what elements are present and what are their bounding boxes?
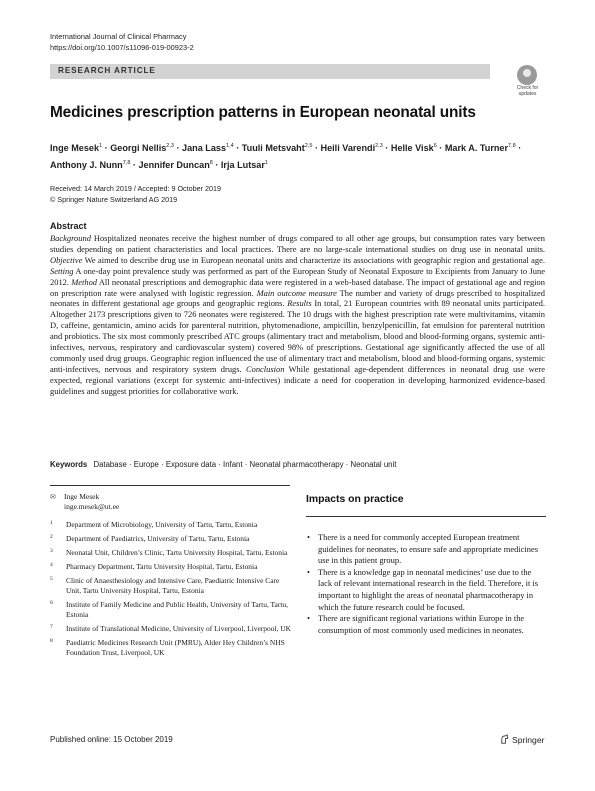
publisher-name: Springer — [512, 735, 545, 745]
author-name: Jana Lass — [182, 143, 227, 154]
author-affiliation-ref: 6 — [433, 143, 437, 149]
author-name: Anthony J. Nunn — [50, 160, 123, 171]
corresponding-author: Inge Mesek — [64, 492, 100, 501]
affiliation-item — [50, 534, 295, 544]
journal-header — [50, 31, 194, 53]
article-dates — [50, 183, 221, 205]
author-separator: · — [436, 143, 445, 154]
doi-link[interactable]: https://doi.org/10.1007/s11096-019-00923-2 — [50, 43, 194, 52]
abstract-section-label: Background — [50, 233, 91, 243]
keywords — [50, 460, 396, 469]
affiliation-text: Institute of Family Medicine and Public Health, University of Tartu, Tartu, Estonia — [66, 600, 288, 619]
envelope-icon: ✉ — [50, 494, 56, 501]
author[interactable] — [242, 143, 313, 153]
bookmark-icon — [517, 65, 537, 85]
affiliation-number: 1 — [50, 520, 53, 526]
impact-item — [306, 532, 546, 567]
affiliation-number: 8 — [50, 638, 53, 644]
badge-line-2: updates — [518, 90, 537, 97]
author-name: Helle Visk — [390, 143, 434, 154]
abstract-heading: Abstract — [50, 221, 87, 231]
author-name: Jennifer Duncan — [138, 160, 210, 171]
author-affiliation-ref: 1 — [99, 143, 103, 149]
author[interactable] — [110, 143, 174, 153]
author-affiliation-ref: 2,5 — [304, 143, 313, 149]
author-affiliation-ref: 2,3 — [166, 143, 174, 149]
corresponding-email[interactable]: inge.mesek@ut.ee — [64, 502, 120, 511]
bullet-icon: • — [307, 613, 310, 624]
abstract-section-label: Setting — [50, 265, 74, 276]
affiliation-text: Neonatal Unit, Children’s Clinic, Tartu University Hospital, Tartu, Estonia — [66, 548, 288, 557]
impacts-heading: Impacts on practice — [306, 494, 404, 505]
badge-line-1: Check for — [516, 85, 539, 91]
author-list — [50, 139, 550, 173]
affiliation-number: 3 — [50, 548, 53, 554]
affiliation-number: 6 — [50, 600, 53, 606]
author-name: Mark A. Turner — [444, 143, 509, 154]
journal-name: International Journal of Clinical Pharmacy — [50, 32, 187, 41]
author-name: Tuuli Metsvaht — [241, 143, 305, 154]
author[interactable] — [50, 143, 102, 153]
author[interactable] — [221, 160, 268, 170]
author-affiliation-ref: 1 — [264, 160, 268, 167]
affiliation-item — [50, 520, 295, 530]
impact-text: There are significant regional variations within Europe in the consumption of most commonly used medicines in neonates. — [318, 613, 525, 635]
abstract-section-text: All neonatal prescriptions and demographic data were registered in a web-based database. The impact of gestational age and region on prescription rate were analysed with logistic regression. — [50, 276, 545, 298]
affiliation-item — [50, 548, 295, 558]
affiliation-item — [50, 638, 295, 658]
affiliation-text: Institute of Translational Medicine, University of Liverpool, Liverpool, UK — [66, 624, 291, 633]
check-for-updates-badge[interactable] — [511, 65, 544, 98]
impact-text: There is a need for commonly accepted European treatment guidelines for neonates, to ensure safe and appropriate medicines use in this patient group. — [318, 532, 538, 566]
affiliation-item — [50, 562, 295, 572]
abstract-section-label: Objective — [50, 254, 83, 265]
author[interactable] — [391, 143, 437, 153]
abstract-body — [50, 233, 545, 397]
abstract-section-label: Conclusion — [245, 363, 285, 374]
springer-horse-icon — [499, 734, 510, 745]
abstract-section-text: The number and variety of drugs prescribed to hospitalized neonates in different gestational age groups and geographic regions. — [50, 287, 546, 309]
author-affiliation-ref: 2,3 — [375, 143, 383, 149]
affiliation-number: 7 — [50, 624, 53, 630]
keywords-label: Keywords — [50, 460, 88, 469]
author-separator: · — [102, 143, 111, 154]
affiliation-number: 2 — [50, 534, 53, 540]
impacts-list — [306, 532, 546, 636]
abstract-section-text: Hospitalized neonates receive the highest number of drugs compared to all other age groups, but consumption rates vary between studies depending on patient characteristics and local practices. There are no large-scale international studies on drug use in neonatal units. — [50, 233, 545, 254]
impact-item — [306, 613, 546, 636]
affiliation-text: Department of Microbiology, University of Tartu, Tartu, Estonia — [66, 520, 258, 529]
author[interactable] — [50, 160, 130, 170]
impact-text: There is a knowledge gap in neonatal medicines’ use due to the lack of relevant international research in the field. Therefore, it is important to highlight the areas of neonatal pharmacotherapy in which the future research could be focused. — [318, 566, 539, 612]
affiliation-list — [50, 520, 295, 662]
author-name: Inge Mesek — [50, 143, 100, 154]
author-separator: · — [312, 143, 321, 154]
author-separator: · — [173, 143, 183, 154]
keywords-list: Database · Europe · Exposure data · Infant · Neonatal pharmacotherapy · Neonatal unit — [93, 460, 397, 469]
author[interactable] — [445, 143, 516, 153]
article-title: Medicines prescription patterns in European neonatal units — [50, 104, 476, 121]
author[interactable] — [139, 160, 213, 170]
left-column-rule — [50, 485, 290, 486]
abstract-section-text: While gestational age-dependent differences in neonatal drug use were expected, regional variations (except for systemic anti-infectives) indicate a need for cooperation in developing harmonized evidence-based guidelines and suggest priorities for collaborative work. — [50, 363, 545, 396]
affiliation-text: Paediatric Medicines Research Unit (PMRU), Alder Hey Children’s NHS Foundation Trust, Liverpool, UK — [66, 638, 285, 657]
bullet-icon: • — [307, 532, 310, 542]
author-affiliation-ref: 7,8 — [508, 143, 516, 149]
impact-item — [306, 567, 546, 613]
affiliation-text: Pharmacy Department, Tartu University Hospital, Tartu, Estonia — [66, 562, 258, 571]
author-separator: · — [130, 160, 139, 171]
abstract-section-text: A one-day point prevalence study was performed as part of the European Study of Neonatal Exposure to Excipients from January to June 2012. — [50, 265, 545, 287]
affiliation-item — [50, 576, 295, 596]
published-online: Published online: 15 October 2019 — [50, 735, 173, 744]
affiliation-number: 5 — [50, 576, 53, 582]
bullet-icon: • — [307, 566, 310, 577]
author[interactable] — [321, 143, 383, 153]
affiliation-number: 4 — [50, 562, 53, 568]
affiliation-text: Clinic of Anaesthesiology and Intensive Care, Paediatric Intensive Care Unit, Tartu University Hospital, Tartu, Estonia — [66, 576, 280, 595]
author-affiliation-ref: 8 — [209, 160, 213, 167]
author-separator: · — [233, 143, 242, 154]
author-separator: · — [382, 143, 391, 154]
abstract-section-text: We aimed to describe drug use in European neonatal units and characterize its associations with geographic region and gestational age. — [84, 254, 545, 265]
abstract-section-label: Method — [71, 276, 98, 287]
publisher-logo[interactable] — [512, 735, 544, 745]
abstract-section-label: Results — [287, 298, 312, 309]
author-name: Georgi Nellis — [110, 143, 167, 154]
affiliation-text: Department of Paediatrics, University of Tartu, Tartu, Estonia — [66, 534, 250, 543]
copyright-notice: © Springer Nature Switzerland AG 2019 — [50, 195, 178, 204]
affiliation-item — [50, 600, 295, 620]
received-accepted-dates: Received: 14 March 2019 / Accepted: 9 October 2019 — [50, 184, 222, 193]
article-type-banner — [50, 64, 490, 79]
article-type-label: RESEARCH ARTICLE — [58, 66, 156, 75]
author-name: Heili Varendi — [320, 143, 376, 154]
impacts-rule — [306, 516, 546, 517]
author[interactable] — [182, 143, 234, 153]
author-separator: · — [515, 143, 522, 154]
author-separator: · — [212, 160, 221, 171]
affiliation-item — [50, 624, 295, 634]
author-affiliation-ref: 7,8 — [122, 160, 131, 167]
author-name: Irja Lutsar — [220, 160, 265, 171]
author-affiliation-ref: 1,4 — [226, 143, 234, 149]
abstract-section-label: Main outcome measure — [256, 287, 337, 298]
abstract-section-text: In total, 21 European countries with 89 neonatal units participated. Altogether 2173 prescriptions given to 726 neonates were registered. The 10 drugs with the highest prescription rate were multivitamins, vitamin D, caffeine, gentamicin, amino acids for parenteral nutrition, phytomenadione, ampicillin, benzylpenicillin, fat emulsion for parenteral nutrition and probiotics. The six most commonly prescribed ATC groups (alimentary tract and metabolism, blood and blood-forming organs, systemic anti-infectives, nervous, respiratory and cardiovascular system) covered 98% of prescriptions. Gestational age significantly affected the use of all commonly used drug groups. Geographic region influenced the use of alimentary tract and metabolism, blood and blood-forming organs, systemic anti-infectives, nervous and respiratory system drugs. — [50, 298, 545, 374]
